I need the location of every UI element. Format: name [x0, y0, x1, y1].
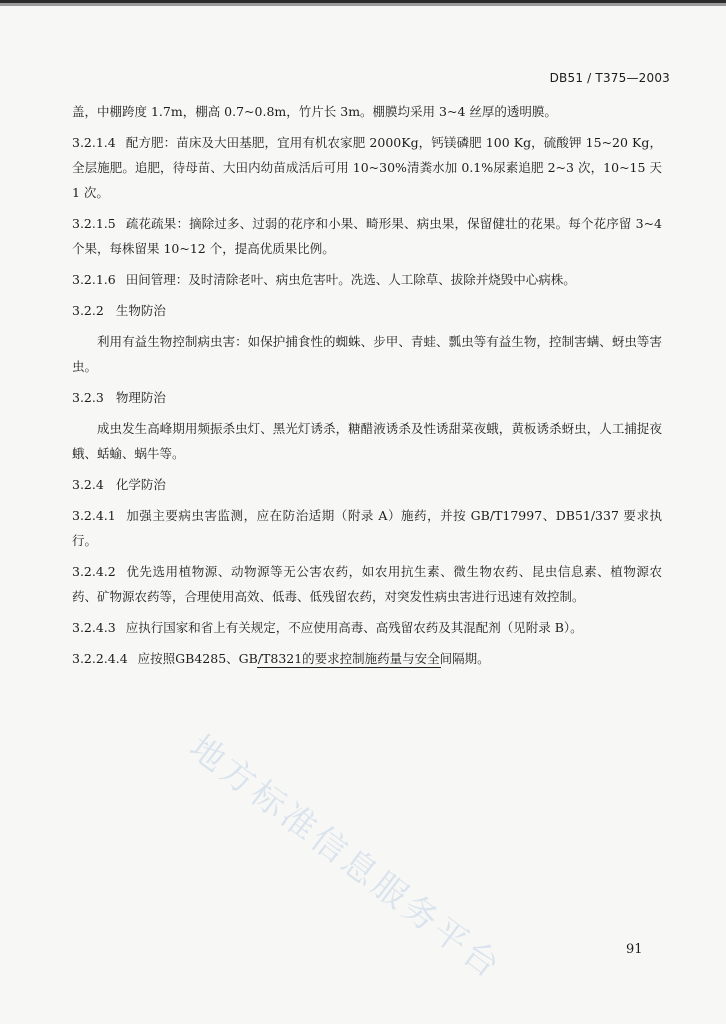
clause-text: 优先选用植物源、动物源等无公害农药，如农用抗生素、微生物农药、昆虫信息素、植物源农药、矿物源农药等，合理使用高效、低毒、低残留农药，对突发性病虫害进行迅速有效控制。: [72, 564, 662, 604]
document-code: DB51 / T375—2003: [549, 71, 670, 85]
clause-3-2-1-5: [72, 211, 662, 261]
watermark: 地方标准信息服务平台: [181, 727, 510, 988]
document-body: [72, 99, 662, 677]
section-number: 3.2.3: [72, 390, 104, 405]
clause-number: 3.2.4.2: [72, 564, 116, 579]
clause-number: 3.2.1.5: [72, 216, 116, 231]
section-title: 物理防治: [115, 390, 166, 405]
section-text-3-2-3: 成虫发生高峰期用频振杀虫灯、黑光灯诱杀，糖醋液诱杀及性诱甜菜夜蛾，黄板诱杀蚜虫，人工捕捉夜蛾、蛞蝓、蜗牛等。: [72, 421, 662, 461]
clause-3-2-4-2: [72, 559, 662, 609]
section-title: 生物防治: [115, 303, 166, 318]
clause-number: 3.2.1.6: [72, 272, 116, 287]
clause-3-2-1-4: [72, 130, 662, 205]
top-border: [0, 0, 726, 12]
clause-3-2-4-1: [72, 503, 662, 553]
clause-text: 应执行国家和省上有关规定，不应使用高毒、高残留农药及其混配剂（见附录 B）。: [125, 620, 583, 635]
end-of-text-rule: [257, 667, 441, 668]
clause-text: 疏花疏果：摘除过多、过弱的花序和小果、畸形果、病虫果，保留健壮的花果。每个花序留 3~4 个果，每株留果 10~12 个，提高优质果比例。: [72, 216, 662, 256]
clause-text: 配方肥：苗床及大田基肥，宜用有机农家肥 2000Kg，钙镁磷肥 100 Kg，硫酸钾 15~20 Kg，全层施肥。追肥，待母苗、大田内幼苗成活后可用 10~30%清粪水加 0.1%尿素追肥 2~3 次，10~15 天 1 次。: [72, 135, 662, 200]
section-number: 3.2.4: [72, 477, 104, 492]
clause-text: 应按照GB4285、GB/T8321的要求控制施药量与安全间隔期。: [137, 651, 490, 666]
section-text-3-2-2: 利用有益生物控制病虫害：如保护捕食性的蜘蛛、步甲、青蛙、瓢虫等有益生物，控制害螨、蚜虫等害虫。: [72, 334, 662, 374]
page-number: 91: [626, 942, 643, 957]
paragraph-continued: 盖，中棚跨度 1.7m，棚高 0.7~0.8m，竹片长 3m。棚膜均采用 3~4 丝厚的透明膜。: [72, 104, 557, 119]
section-heading-3-2-4: [72, 472, 662, 497]
clause-text: 田间管理：及时清除老叶、病虫危害叶。冼选、人工除草、拔除并烧毁中心病株。: [125, 272, 576, 287]
clause-3-2-1-6: [72, 267, 662, 292]
clause-number: 3.2.1.4: [72, 135, 116, 150]
section-heading-3-2-3: [72, 385, 662, 410]
section-heading-3-2-2: [72, 298, 662, 323]
clause-number: 3.2.2.4.4: [72, 651, 128, 666]
clause-3-2-4-3: [72, 615, 662, 640]
clause-text: 加强主要病虫害监测，应在防治适期（附录 A）施药，并按 GB/T17997、DB51/337 要求执行。: [72, 508, 662, 548]
section-title: 化学防治: [115, 477, 166, 492]
section-number: 3.2.2: [72, 303, 104, 318]
clause-number: 3.2.4.1: [72, 508, 116, 523]
clause-number: 3.2.4.3: [72, 620, 116, 635]
